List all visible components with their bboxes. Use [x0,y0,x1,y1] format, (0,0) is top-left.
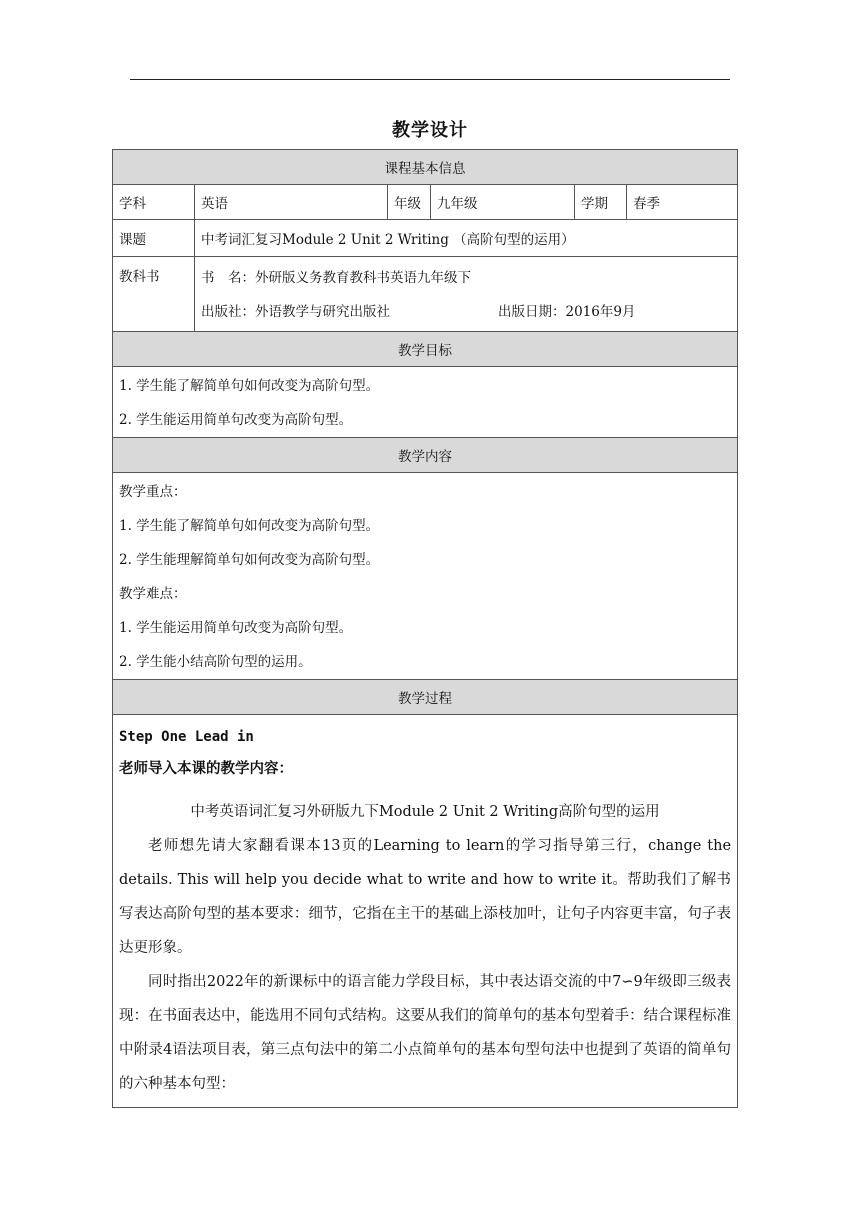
subject-value: 英语 [195,185,388,220]
difficult-point-item: 1. 学生能运用简单句改变为高阶句型。 [119,620,353,636]
content-list [113,473,738,680]
difficult-points-label: 教学难点： [119,586,187,602]
grade-value: 九年级 [431,185,575,220]
objective-item: 2. 学生能运用简单句改变为高阶句型。 [119,412,353,428]
term-label: 学期 [575,185,627,220]
section-objectives: 教学目标 [113,332,738,367]
key-points-label: 教学重点： [119,484,187,500]
teacher-intro: 老师导入本课的教学内容： [119,761,293,777]
key-point-item: 2. 学生能理解简单句如何改变为高阶句型。 [119,552,380,568]
publish-date: 出版日期：2016年9月 [498,304,636,320]
topic-label: 课题 [113,220,195,257]
section-basic-info: 课程基本信息 [113,150,738,185]
textbook-label: 教科书 [113,257,195,332]
grade-label: 年级 [388,185,431,220]
process-paragraph: 老师想先请大家翻看课本13页的Learning to learn的学习指导第三行，change the details. This will help you decide what to write and how to write it。帮助我们了解书写表达高阶句型的基本要求：细节，它指在主干的基础上添枝加叶，让句子内容更丰富，句子表达更形象。 [119,838,732,956]
book-name: 书 名：外研版义务教育教科书英语九年级下 [201,270,471,286]
process-body [113,715,738,1108]
key-point-item: 1. 学生能了解简单句如何改变为高阶句型。 [119,518,380,534]
publisher: 出版社：外语教学与研究出版社 [201,304,390,320]
section-content: 教学内容 [113,438,738,473]
subject-label: 学科 [113,185,195,220]
step-heading: Step One Lead in [119,729,254,745]
objectives-list [113,367,738,438]
textbook-info [195,257,738,332]
objective-item: 1. 学生能了解简单句如何改变为高阶句型。 [119,378,380,394]
lesson-plan-table [112,149,738,1108]
term-value: 春季 [627,185,738,220]
publisher-line [201,295,731,329]
document-title: 教学设计 [392,120,468,141]
process-paragraph: 同时指出2022年的新课标中的语言能力学段目标，其中表达语交流的中7∽9年级即三级表现：在书面表达中，能选用不同句式结构。这要从我们的简单句的基本句型着手：结合课程标准中附录4语法项目表，第三点句法中的第二小点简单句的基本句型句法中也提到了英语的简单句的六种基本句型： [119,974,732,1092]
difficult-point-item: 2. 学生能小结高阶句型的运用。 [119,654,312,670]
header-rule [130,79,730,80]
section-process: 教学过程 [113,680,738,715]
process-paragraph: 中考英语词汇复习外研版九下Module 2 Unit 2 Writing高阶句型的运用 [190,804,660,820]
topic-value: 中考词汇复习Module 2 Unit 2 Writing （高阶句型的运用） [195,220,738,257]
